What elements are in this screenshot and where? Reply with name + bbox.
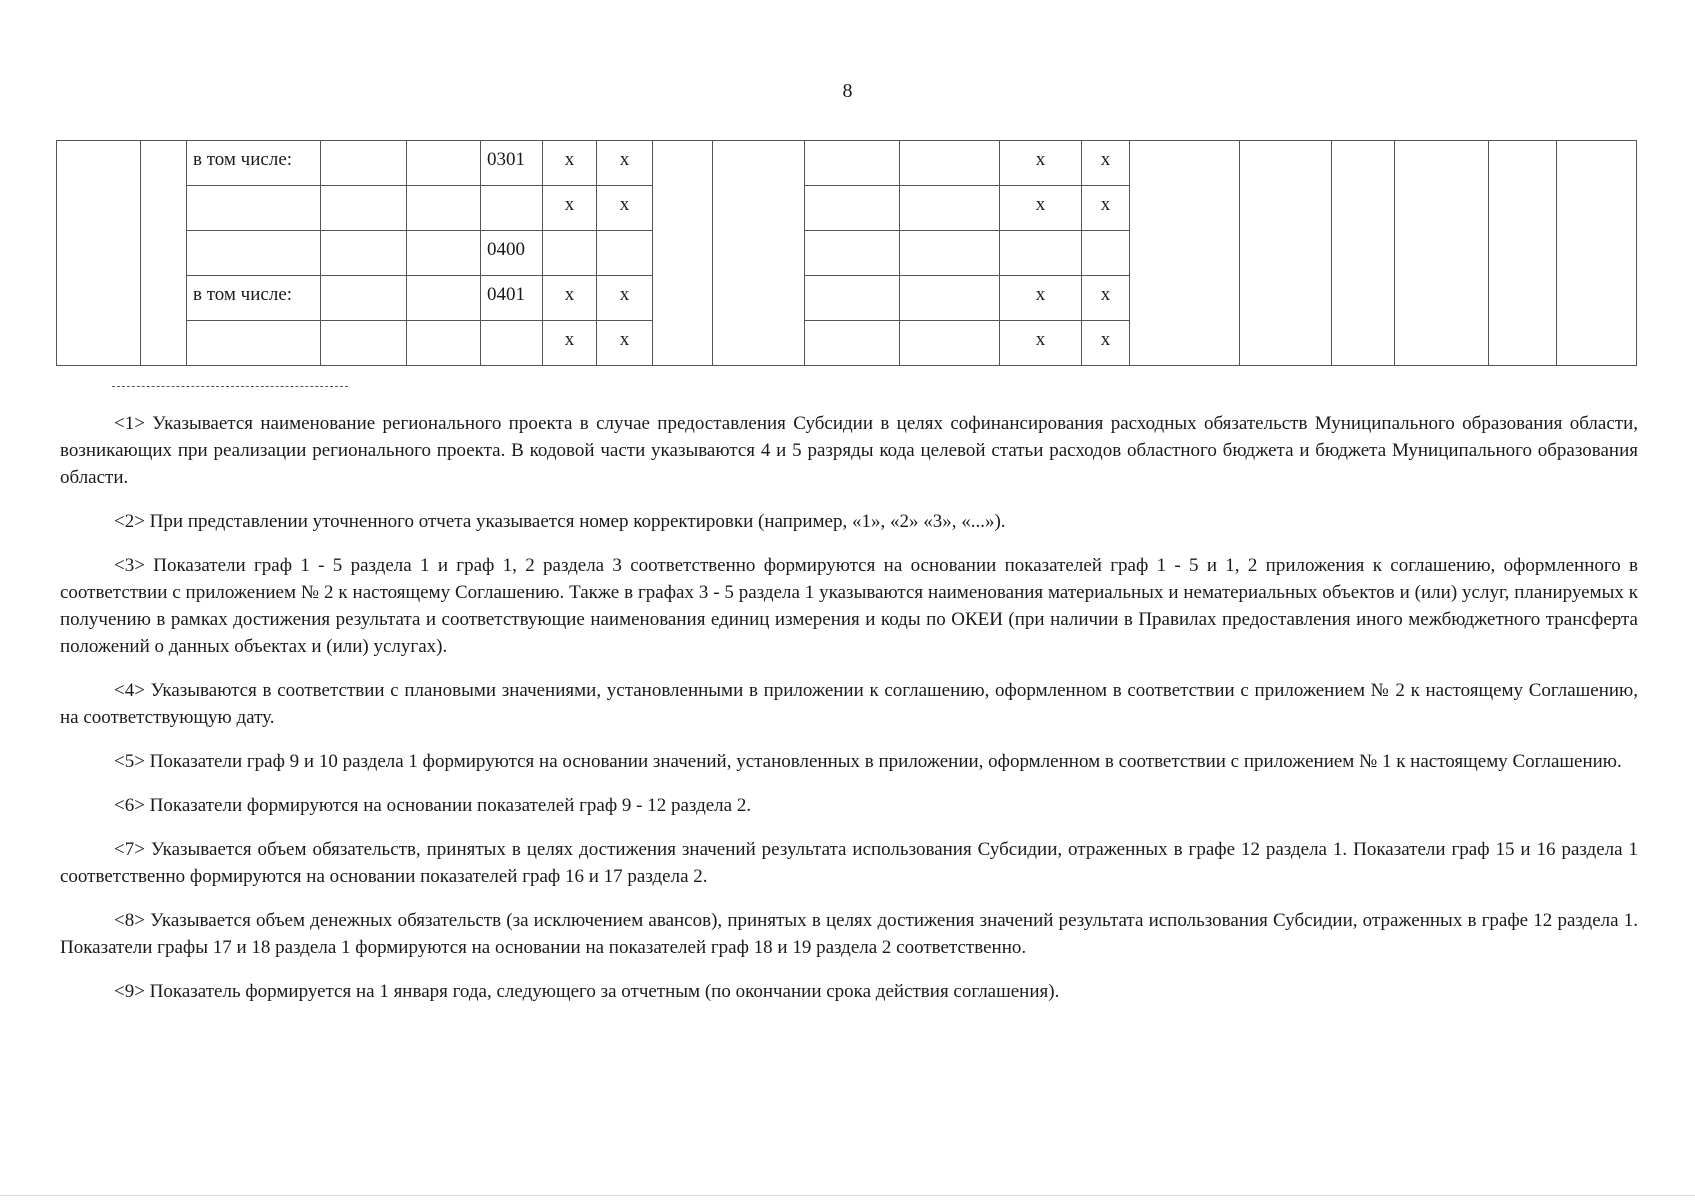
cell-x (597, 231, 653, 276)
footnote-1: <1> Указывается наименование регионального проекта в случае предоставления Субсидии в целях софинансирования расходных обязательств Муниципального образования области, возникающих при реализации регионального проекта. В кодовой части указываются 4 и 5 разряды кода целевой статьи расходов областного бюджета и бюджета Муниципального образования области. (60, 413, 1638, 488)
cell-x (1000, 231, 1082, 276)
cell-x: x (543, 321, 597, 366)
footnotes (60, 410, 1638, 1022)
footnote-7: <7> Указывается объем обязательств, принятых в целях достижения значений результата использования Субсидии, отраженных в графе 12 раздела 1. Показатели граф 15 и 16 раздела 1 соответственно формируются на основании показателей граф 16 и 17 раздела 2. (60, 839, 1638, 887)
row-code (481, 321, 543, 366)
footnote-5: <5> Показатели граф 9 и 10 раздела 1 формируются на основании значений, установленных в приложении, оформленном в соответствии с приложением № 1 к настоящему Соглашению. (114, 751, 1622, 772)
cell-x: x (597, 186, 653, 231)
cell-x: x (543, 186, 597, 231)
cell-x (543, 231, 597, 276)
cell-x: x (1082, 321, 1130, 366)
cell-x: x (543, 276, 597, 321)
footnote-9: <9> Показатель формируется на 1 января года, следующего за отчетным (по окончании срока действия соглашения). (114, 981, 1060, 1002)
cell-x: x (543, 141, 597, 186)
cell-x: x (1000, 186, 1082, 231)
row-label: в том числе: (187, 276, 321, 321)
footnote-separator (112, 386, 348, 387)
cell-x (1082, 231, 1130, 276)
footnote-4: <4> Указываются в соответствии с плановыми значениями, установленными в приложении к соглашению, оформленном в соответствии с приложением № 2 к настоящему Соглашению, на соответствующую дату. (60, 680, 1638, 728)
row-code: 0401 (481, 276, 543, 321)
report-table (56, 140, 1637, 366)
cell-x: x (1082, 186, 1130, 231)
row-label (187, 321, 321, 366)
page-bottom-edge (0, 1195, 1695, 1196)
footnote-2: <2> При представлении уточненного отчета указывается номер корректировки (например, «1», «2» «3», «...»). (114, 511, 1006, 532)
table-row (57, 141, 1637, 186)
footnote-6: <6> Показатели формируются на основании показателей граф 9 - 12 раздела 2. (114, 795, 752, 816)
report-table-fragment (56, 140, 1636, 366)
footnote-3: <3> Показатели граф 1 - 5 раздела 1 и граф 1, 2 раздела 3 соответственно формируются на основании показателей граф 1 - 5 и 1, 2 приложения к соглашению, оформленного в соответствии с приложением № 2 к настоящему Соглашению. Также в графах 3 - 5 раздела 1 указываются наименования материальных и нематериальных объектов и (или) услуг, планируемых к получению в рамках достижения результата и соответствующие наименования единиц измерения и коды по ОКЕИ (при наличии в Правилах предоставления иного межбюджетного трансферта положений о данных объектах и (или) услугах). (60, 555, 1638, 657)
footnote-8: <8> Указывается объем денежных обязательств (за исключением авансов), принятых в целях достижения значений результата использования Субсидии, отраженных в графе 12 раздела 1. Показатели графы 17 и 18 раздела 1 формируются на основании на показателей граф 18 и 19 раздела 2 соответственно. (60, 910, 1638, 958)
cell-x: x (1000, 141, 1082, 186)
page-number: 8 (842, 80, 853, 102)
cell-x: x (1082, 276, 1130, 321)
row-code (481, 186, 543, 231)
cell-x: x (1000, 321, 1082, 366)
cell-x: x (1082, 141, 1130, 186)
cell-x: x (1000, 276, 1082, 321)
cell-x: x (597, 141, 653, 186)
row-label (187, 231, 321, 276)
row-label: в том числе: (187, 141, 321, 186)
row-code: 0301 (481, 141, 543, 186)
row-label (187, 186, 321, 231)
cell-x: x (597, 276, 653, 321)
row-code: 0400 (481, 231, 543, 276)
cell-x: x (597, 321, 653, 366)
